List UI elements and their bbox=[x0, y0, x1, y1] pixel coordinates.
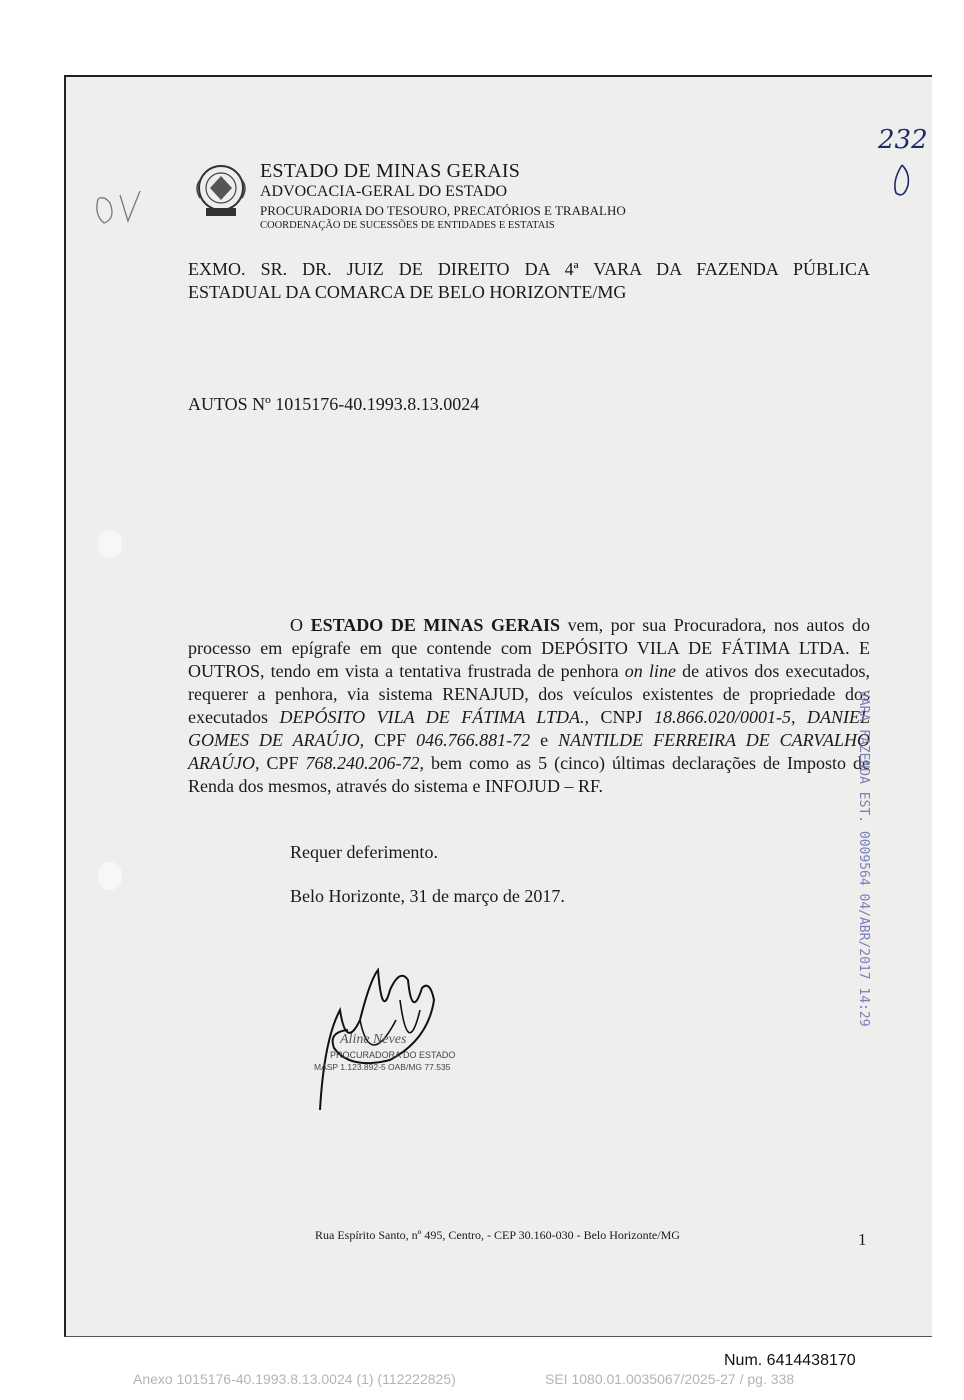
footer-address: Rua Espírito Santo, nº 495, Centro, - CEP 30.160-030 - Belo Horizonte/MG bbox=[315, 1228, 680, 1242]
document-number: Num. 6414438170 bbox=[724, 1352, 856, 1369]
protocol-stamp: VARA FAZENDA EST. 0009564 04/ABR/2017 14:29 bbox=[856, 690, 871, 1027]
header-coordination: COORDENAÇÃO DE SUCESSÕES DE ENTIDADES E ESTATAIS bbox=[260, 220, 555, 231]
place-date: Belo Horizonte, 31 de março de 2017. bbox=[290, 886, 565, 906]
addressee-line-1: EXMO. SR. DR. JUIZ DE DIREITO DA 4ª VARA DA FAZENDA PÚBLICA bbox=[188, 259, 870, 279]
case-number: AUTOS Nº 1015176-40.1993.8.13.0024 bbox=[188, 394, 480, 414]
sei-reference: SEI 1080.01.0035067/2025-27 / pg. 338 bbox=[545, 1371, 795, 1387]
coat-of-arms-icon bbox=[190, 160, 252, 222]
header-department: PROCURADORIA DO TESOURO, PRECATÓRIOS E TRABALHO bbox=[260, 203, 626, 218]
page-number: 1 bbox=[858, 1230, 867, 1249]
handwritten-page-number: 232 bbox=[860, 125, 940, 205]
header-state: ESTADO DE MINAS GERAIS bbox=[260, 160, 521, 182]
header-agency: ADVOCACIA-GERAL DO ESTADO bbox=[260, 183, 507, 200]
addressee-line-2: ESTADUAL DA COMARCA DE BELO HORIZONTE/MG bbox=[188, 282, 627, 302]
petition-body: O ESTADO DE MINAS GERAIS vem, por sua Procuradora, nos autos do processo em epígrafe em que contende com DEPÓSITO VILA DE FÁTIMA LTDA. E OUTROS, tendo em vista a tentativa frustrada de penhora on line de ativos dos executados, requerer a penhora, via sistema RENAJUD, dos veículos existentes de propriedade dos executados DEPÓSITO VILA DE FÁTIMA LTDA., CNPJ 18.866.020/0001-5, DANIEL GOMES DE ARAÚJO, CPF 046.766.881-72 e NANTILDE FERREIRA DE CARVALHO ARAÚJO, CPF 768.240.206-72, bem como as 5 (cinco) últimas declarações de Imposto de Renda dos mesmos, através do sistema e INFOJUD – RF. bbox=[188, 615, 871, 796]
signature-block: Aline Neves PROCURADORA DO ESTADO MASP 1.123.892-5 OAB/MG 77.535 bbox=[300, 960, 480, 1120]
handwritten-initials bbox=[90, 185, 150, 235]
annex-reference: Anexo 1015176-40.1993.8.13.0024 (1) (112222825) bbox=[133, 1371, 456, 1387]
punch-hole bbox=[98, 530, 122, 558]
request-closing: Requer deferimento. bbox=[290, 842, 438, 862]
punch-hole bbox=[98, 862, 122, 890]
